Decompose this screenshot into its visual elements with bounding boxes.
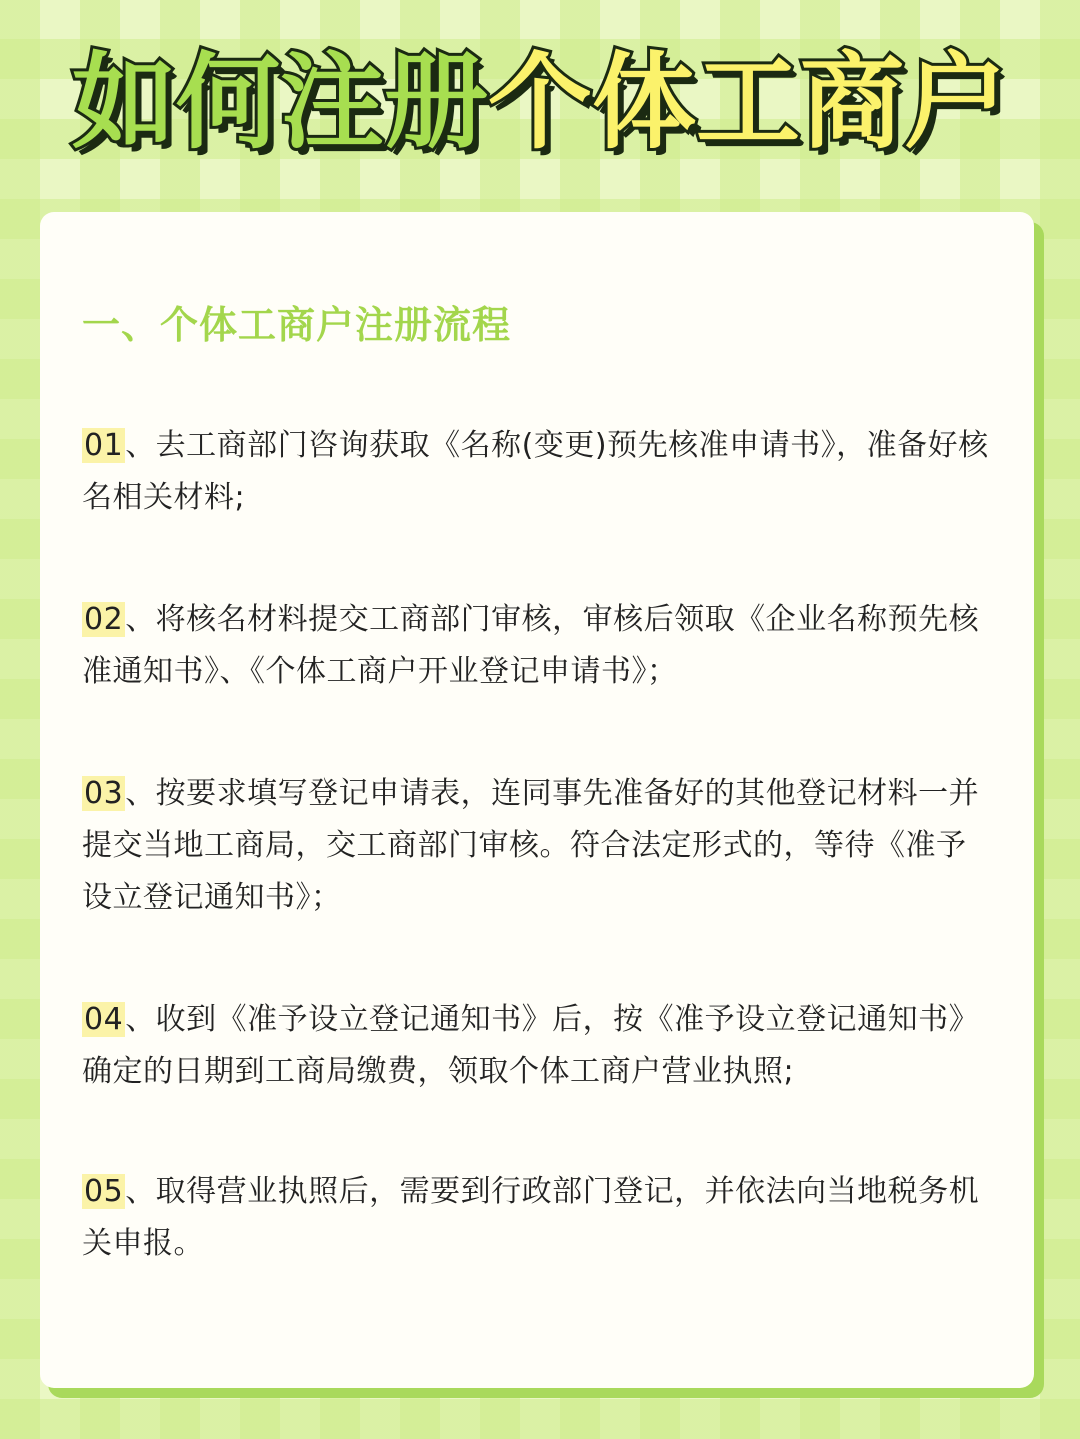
step-text: 、去工商部门咨询获取《名称(变更)预先核准申请书》，准备好核 名相关材料; — [82, 428, 989, 515]
step-number: 05 — [84, 1174, 124, 1209]
section-heading: 一、个体工商户注册流程 — [82, 303, 512, 347]
title-green-part: 如何注册 — [71, 41, 488, 163]
step-text: 、收到《准予设立登记通知书》后，按《准予设立登记通知书》确定的日期到工商局缴费，领取个体工商户营业执照; — [82, 1002, 980, 1089]
step-number: 01 — [84, 428, 124, 463]
step-number: 02 — [84, 602, 124, 637]
step-text: 、按要求填写登记申请表，连同事先准备好的其他登记材料一并提交当地工商局，交工商部门审核。符合法定形式的，等待《准予设立登记通知书》； — [82, 776, 980, 915]
step-item — [82, 594, 992, 698]
step-item — [82, 994, 992, 1098]
page-title — [0, 42, 1080, 162]
step-text: 、将核名材料提交工商部门审核，审核后领取《企业名称预先核准通知书》、《个体工商户开业登记申请书》； — [82, 602, 980, 689]
step-item — [82, 1166, 992, 1270]
step-number: 03 — [84, 776, 124, 811]
step-item — [82, 768, 992, 924]
step-number: 04 — [84, 1002, 124, 1037]
step-item — [82, 420, 992, 524]
title-yellow-part: 个体工商户 — [488, 41, 1009, 163]
step-text: 、取得营业执照后，需要到行政部门登记，并依法向当地税务机关申报。 — [82, 1174, 980, 1261]
